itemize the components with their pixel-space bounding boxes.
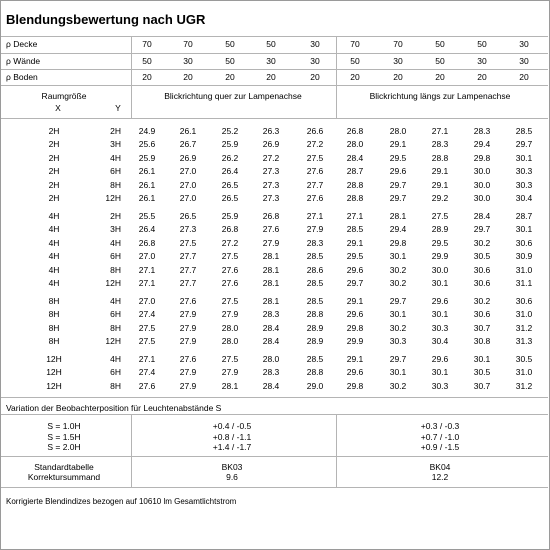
ugr-value: 28.8 [346, 193, 364, 203]
ugr-value: 28.3 [306, 237, 324, 248]
divider [1, 53, 548, 54]
ugr-value: 27.5 [138, 322, 156, 333]
ugr-value: 29.7 [346, 278, 364, 288]
room-x-value: 2H [48, 139, 60, 150]
ugr-value: 28.8 [306, 367, 324, 378]
ugr-value: 28.8 [306, 309, 324, 320]
ugr-value: 30.2 [389, 264, 407, 275]
room-y-value: 6H [110, 367, 121, 378]
ugr-value: 26.8 [221, 224, 239, 235]
room-x-value: 4H [48, 224, 60, 235]
ugr-value: 30.6 [515, 296, 533, 306]
ugr-value: 29.1 [431, 166, 449, 177]
room-y-value: 2H [110, 211, 121, 221]
ugr-value: 28.9 [306, 322, 324, 333]
ugr-value: 27.6 [306, 166, 324, 177]
ugr-value: 26.5 [179, 211, 197, 221]
reflectance-value: 70 [350, 39, 360, 49]
ugr-value: 30.1 [473, 354, 491, 364]
reflectance-value: 20 [183, 72, 193, 82]
ugr-value: 30.3 [431, 380, 449, 391]
ugr-value: 29.5 [389, 152, 407, 163]
ugr-value: 27.5 [221, 251, 239, 262]
ugr-value: 27.1 [431, 126, 449, 136]
column-divider [336, 414, 337, 487]
ugr-value: 27.9 [306, 224, 324, 235]
ugr-value: 27.0 [179, 193, 197, 203]
ugr-value: 28.9 [431, 224, 449, 235]
ugr-value: 27.7 [179, 251, 197, 262]
ugr-value: 27.6 [306, 193, 324, 203]
ugr-value: 28.0 [262, 354, 280, 364]
ugr-value: 27.6 [179, 354, 197, 364]
ugr-value: 27.1 [306, 211, 324, 221]
ugr-value: 29.1 [346, 237, 364, 248]
variation-cross-value: +0.4 / -0.5 [212, 421, 252, 431]
ugr-value: 27.9 [179, 380, 197, 391]
reflectance-value: 30 [519, 39, 529, 49]
ugr-value: 30.2 [473, 296, 491, 306]
reflectance-value: 30 [183, 56, 193, 66]
ugr-value: 27.7 [179, 278, 197, 288]
reflectance-value: 20 [435, 72, 445, 82]
ugr-value: 26.1 [138, 193, 156, 203]
variation-along-value: +0.9 / -1.5 [420, 442, 460, 452]
ugr-value: 25.2 [221, 126, 239, 136]
ugr-value: 30.5 [473, 251, 491, 262]
ugr-value: 27.2 [221, 237, 239, 248]
ugr-value: 27.3 [262, 193, 280, 203]
ugr-value: 27.3 [262, 166, 280, 177]
reflectance-value: 30 [310, 39, 320, 49]
variation-title: Variation der Beobachterposition für Leuchtenabstände S [6, 403, 222, 413]
ugr-value: 28.1 [262, 251, 280, 262]
divider [1, 414, 548, 415]
y-column-header: Y [115, 103, 121, 113]
room-x-value: 8H [48, 322, 60, 333]
ugr-value: 28.4 [262, 322, 280, 333]
ugr-value: 28.4 [262, 380, 280, 391]
ugr-value: 31.0 [515, 309, 533, 320]
ugr-value: 30.5 [515, 354, 533, 364]
ugr-value: 28.5 [346, 224, 364, 235]
ugr-value: 29.7 [389, 193, 407, 203]
room-y-value: 12H [105, 278, 121, 288]
ugr-value: 30.1 [431, 278, 449, 288]
ugr-value: 26.3 [262, 126, 280, 136]
reflectance-value: 50 [350, 56, 360, 66]
ugr-value: 28.0 [221, 322, 239, 333]
column-divider [336, 36, 337, 118]
ugr-value: 27.7 [179, 264, 197, 275]
room-y-value: 8H [110, 380, 121, 391]
room-y-value: 6H [110, 309, 121, 320]
ugr-value: 28.0 [346, 139, 364, 150]
along-view-header: Blickrichtung längs zur Lampenachse [369, 91, 511, 101]
reflectance-value: 50 [435, 39, 445, 49]
ugr-value: 26.1 [138, 179, 156, 190]
ugr-value: 28.3 [262, 367, 280, 378]
ugr-value: 26.8 [262, 211, 280, 221]
variation-along-value: +0.3 / -0.3 [420, 421, 460, 431]
ugr-value: 28.4 [262, 336, 280, 347]
ugr-value: 30.0 [431, 264, 449, 275]
cross-standard-table: BK03 [221, 462, 243, 472]
room-y-value: 12H [105, 193, 121, 203]
ugr-value: 30.3 [515, 179, 533, 190]
ugr-value: 29.1 [346, 354, 364, 364]
room-y-value: 4H [110, 354, 121, 364]
ugr-value: 29.6 [346, 264, 364, 275]
ugr-value: 28.0 [221, 336, 239, 347]
ugr-value: 30.1 [431, 367, 449, 378]
ugr-value: 29.7 [389, 296, 407, 306]
divider [1, 69, 548, 70]
ugr-value: 28.8 [431, 152, 449, 163]
along-correction-value: 12.2 [431, 472, 449, 482]
divider [1, 36, 548, 37]
reflectance-value: 50 [266, 39, 276, 49]
room-y-value: 8H [110, 179, 121, 190]
ugr-value: 26.5 [221, 179, 239, 190]
ugr-value: 30.1 [389, 251, 407, 262]
ugr-value: 27.5 [179, 237, 197, 248]
ugr-value: 29.9 [346, 336, 364, 347]
ugr-value: 30.0 [473, 179, 491, 190]
ugr-value: 26.7 [179, 139, 197, 150]
cross-correction-value: 9.6 [226, 472, 238, 482]
room-x-value: 2H [48, 179, 60, 190]
ugr-value: 27.3 [179, 224, 197, 235]
reflectance-value: 50 [142, 56, 152, 66]
ugr-value: 29.1 [431, 179, 449, 190]
reflectance-value: 30 [477, 56, 487, 66]
reflectance-value: 70 [183, 39, 193, 49]
ugr-value: 29.7 [389, 354, 407, 364]
ugr-value: 26.8 [138, 237, 156, 248]
ugr-value: 26.1 [138, 166, 156, 177]
ugr-value: 28.8 [346, 179, 364, 190]
ugr-value: 27.9 [262, 237, 280, 248]
ugr-value: 27.0 [138, 251, 156, 262]
room-x-value: 12H [46, 380, 62, 391]
reflectance-value: 50 [435, 56, 445, 66]
ugr-value: 30.5 [473, 367, 491, 378]
room-x-value: 8H [48, 309, 60, 320]
ugr-value: 27.1 [346, 211, 364, 221]
divider [1, 118, 548, 119]
ugr-value: 29.7 [389, 179, 407, 190]
ugr-value: 28.5 [306, 354, 324, 364]
ugr-value: 30.0 [473, 166, 491, 177]
ugr-value: 27.6 [138, 380, 156, 391]
room-size-header: Raumgröße [41, 91, 87, 101]
ugr-value: 29.4 [389, 224, 407, 235]
ugr-value: 30.6 [515, 237, 533, 248]
divider [1, 397, 548, 398]
ugr-value: 28.6 [306, 264, 324, 275]
ugr-value: 30.2 [389, 278, 407, 288]
room-x-value: 4H [48, 251, 60, 262]
room-y-value: 12H [105, 336, 121, 347]
ugr-value: 27.6 [262, 224, 280, 235]
page-title: Blendungsbewertung nach UGR [6, 12, 206, 27]
standard-table-label: Standardtabelle [34, 462, 94, 472]
ugr-value: 30.3 [389, 336, 407, 347]
room-x-value: 2H [48, 193, 60, 203]
ugr-value: 27.5 [306, 152, 324, 163]
ugr-value: 29.6 [346, 367, 364, 378]
divider [1, 487, 548, 488]
ugr-value: 30.6 [473, 264, 491, 275]
ugr-value: 28.7 [346, 166, 364, 177]
ugr-value: 29.5 [431, 237, 449, 248]
ugr-value: 29.2 [431, 193, 449, 203]
room-x-value: 4H [48, 264, 60, 275]
reflectance-value: 30 [519, 56, 529, 66]
ugr-value: 29.6 [389, 166, 407, 177]
ugr-value: 26.9 [262, 139, 280, 150]
reflectance-value: 50 [225, 56, 235, 66]
ugr-value: 29.0 [306, 380, 324, 391]
room-x-value: 12H [46, 367, 62, 378]
reflectance-value: 20 [266, 72, 276, 82]
ugr-value: 29.1 [389, 139, 407, 150]
ugr-value: 27.7 [306, 179, 324, 190]
reflectance-value: 30 [310, 56, 320, 66]
ugr-value: 27.9 [221, 367, 239, 378]
spacing-label: S = 1.5H [47, 431, 81, 442]
x-column-header: X [55, 103, 61, 113]
ugr-value: 30.3 [431, 322, 449, 333]
ugr-value: 30.7 [473, 380, 491, 391]
reflectance-label: ρ Decke [6, 39, 38, 49]
ugr-value: 25.6 [138, 139, 156, 150]
room-y-value: 6H [110, 166, 121, 177]
correction-label: Korrektursummand [27, 472, 101, 482]
ugr-value: 29.8 [389, 237, 407, 248]
room-x-value: 4H [48, 237, 60, 248]
variation-along-value: +0.7 / -1.0 [420, 431, 460, 442]
ugr-value: 28.3 [431, 139, 449, 150]
room-x-value: 8H [48, 296, 60, 306]
ugr-value: 26.1 [179, 126, 197, 136]
room-x-value: 4H [48, 278, 60, 288]
room-x-value: 2H [48, 126, 60, 136]
reflectance-value: 50 [477, 39, 487, 49]
room-y-value: 3H [110, 139, 121, 150]
ugr-value: 27.4 [138, 367, 156, 378]
ugr-value: 31.1 [515, 278, 533, 288]
ugr-value: 30.1 [515, 152, 533, 163]
ugr-value: 31.0 [515, 367, 533, 378]
ugr-value: 31.2 [515, 380, 533, 391]
ugr-value: 29.6 [431, 296, 449, 306]
ugr-value: 27.1 [138, 354, 156, 364]
ugr-value: 28.5 [515, 126, 533, 136]
ugr-value: 27.2 [306, 139, 324, 150]
ugr-value: 28.7 [515, 211, 533, 221]
ugr-value: 30.9 [515, 251, 533, 262]
ugr-value: 30.6 [473, 309, 491, 320]
ugr-value: 30.0 [473, 193, 491, 203]
room-y-value: 4H [110, 237, 121, 248]
ugr-value: 31.3 [515, 336, 533, 347]
ugr-value: 31.0 [515, 264, 533, 275]
ugr-value: 25.9 [221, 139, 239, 150]
room-x-value: 12H [46, 354, 62, 364]
ugr-value: 30.1 [389, 309, 407, 320]
room-y-value: 3H [110, 224, 121, 235]
ugr-value: 27.0 [138, 296, 156, 306]
reflectance-value: 70 [393, 39, 403, 49]
ugr-value: 27.2 [262, 152, 280, 163]
ugr-value: 24.9 [138, 126, 156, 136]
ugr-value: 30.1 [431, 309, 449, 320]
ugr-value: 27.6 [221, 264, 239, 275]
along-standard-table: BK04 [429, 462, 451, 472]
ugr-value: 28.5 [306, 296, 324, 306]
ugr-value: 28.1 [262, 278, 280, 288]
ugr-value: 25.9 [221, 211, 239, 221]
divider [1, 85, 548, 86]
ugr-value: 28.1 [221, 380, 239, 391]
reflectance-value: 20 [477, 72, 487, 82]
ugr-value: 30.8 [473, 336, 491, 347]
ugr-value: 30.2 [389, 380, 407, 391]
ugr-value: 27.9 [221, 309, 239, 320]
ugr-value: 27.6 [179, 296, 197, 306]
ugr-value: 27.0 [179, 166, 197, 177]
footnote: Korrigierte Blendindizes bezogen auf 10610 lm Gesamtlichtstrom [6, 497, 237, 506]
ugr-value: 30.7 [473, 322, 491, 333]
ugr-value: 30.6 [473, 278, 491, 288]
reflectance-value: 50 [225, 39, 235, 49]
room-x-value: 2H [48, 152, 60, 163]
ugr-value: 29.8 [346, 380, 364, 391]
ugr-value: 29.1 [346, 296, 364, 306]
reflectance-value: 20 [310, 72, 320, 82]
column-divider [131, 414, 132, 487]
spacing-label: S = 1.0H [47, 421, 81, 431]
reflectance-value: 20 [393, 72, 403, 82]
ugr-value: 30.1 [389, 367, 407, 378]
ugr-value: 30.4 [515, 193, 533, 203]
room-y-value: 8H [110, 322, 121, 333]
reflectance-value: 20 [519, 72, 529, 82]
ugr-value: 31.2 [515, 322, 533, 333]
ugr-value: 30.2 [473, 237, 491, 248]
ugr-value: 28.4 [346, 152, 364, 163]
ugr-value: 29.4 [473, 139, 491, 150]
room-y-value: 8H [110, 264, 121, 275]
ugr-value: 28.1 [389, 211, 407, 221]
ugr-value: 29.5 [346, 251, 364, 262]
ugr-value: 28.9 [306, 336, 324, 347]
ugr-value: 27.4 [138, 309, 156, 320]
ugr-value: 27.9 [179, 309, 197, 320]
room-x-value: 4H [48, 211, 60, 221]
ugr-value: 27.5 [221, 354, 239, 364]
divider [1, 456, 548, 457]
ugr-value: 29.7 [515, 139, 533, 150]
ugr-value: 26.5 [221, 193, 239, 203]
reflectance-value: 70 [142, 39, 152, 49]
reflectance-value: 20 [225, 72, 235, 82]
reflectance-label: ρ Boden [6, 72, 38, 82]
ugr-value: 27.6 [221, 278, 239, 288]
ugr-value: 28.3 [473, 126, 491, 136]
room-x-value: 8H [48, 336, 60, 347]
ugr-value: 26.2 [221, 152, 239, 163]
ugr-value: 27.1 [138, 278, 156, 288]
ugr-value: 28.1 [262, 264, 280, 275]
room-y-value: 2H [110, 126, 121, 136]
room-y-value: 4H [110, 296, 121, 306]
room-y-value: 6H [110, 251, 121, 262]
reflectance-value: 30 [266, 56, 276, 66]
reflectance-value: 20 [142, 72, 152, 82]
ugr-value: 28.3 [262, 309, 280, 320]
variation-cross-value: +1.4 / -1.7 [212, 442, 252, 452]
spacing-label: S = 2.0H [47, 442, 81, 452]
ugr-value: 29.6 [346, 309, 364, 320]
ugr-value: 28.5 [306, 251, 324, 262]
room-y-value: 4H [110, 152, 121, 163]
variation-cross-value: +0.8 / -1.1 [212, 431, 252, 442]
ugr-value: 28.4 [473, 211, 491, 221]
ugr-value: 30.3 [515, 166, 533, 177]
cross-view-header: Blickrichtung quer zur Lampenachse [164, 91, 302, 101]
ugr-value: 26.9 [179, 152, 197, 163]
ugr-value: 27.9 [179, 367, 197, 378]
ugr-value: 28.5 [306, 278, 324, 288]
ugr-value: 26.4 [138, 224, 156, 235]
ugr-value: 25.9 [138, 152, 156, 163]
ugr-value: 27.1 [138, 264, 156, 275]
reflectance-label: ρ Wände [6, 56, 41, 66]
ugr-value: 29.6 [431, 354, 449, 364]
ugr-value: 27.3 [262, 179, 280, 190]
reflectance-value: 20 [350, 72, 360, 82]
ugr-value: 30.2 [389, 322, 407, 333]
ugr-value: 29.7 [473, 224, 491, 235]
ugr-value: 28.0 [389, 126, 407, 136]
ugr-value: 30.1 [515, 224, 533, 235]
ugr-value: 27.5 [138, 336, 156, 347]
ugr-value: 25.5 [138, 211, 156, 221]
ugr-value: 27.9 [179, 336, 197, 347]
ugr-value: 27.9 [179, 322, 197, 333]
ugr-value: 26.8 [346, 126, 364, 136]
ugr-value: 29.9 [431, 251, 449, 262]
ugr-value: 29.8 [473, 152, 491, 163]
ugr-value: 27.5 [431, 211, 449, 221]
ugr-value: 26.4 [221, 166, 239, 177]
ugr-value: 28.1 [262, 296, 280, 306]
ugr-value: 29.8 [346, 322, 364, 333]
ugr-value: 26.6 [306, 126, 324, 136]
reflectance-value: 30 [393, 56, 403, 66]
ugr-value: 27.5 [221, 296, 239, 306]
ugr-value: 27.0 [179, 179, 197, 190]
ugr-value: 30.4 [431, 336, 449, 347]
room-x-value: 2H [48, 166, 60, 177]
